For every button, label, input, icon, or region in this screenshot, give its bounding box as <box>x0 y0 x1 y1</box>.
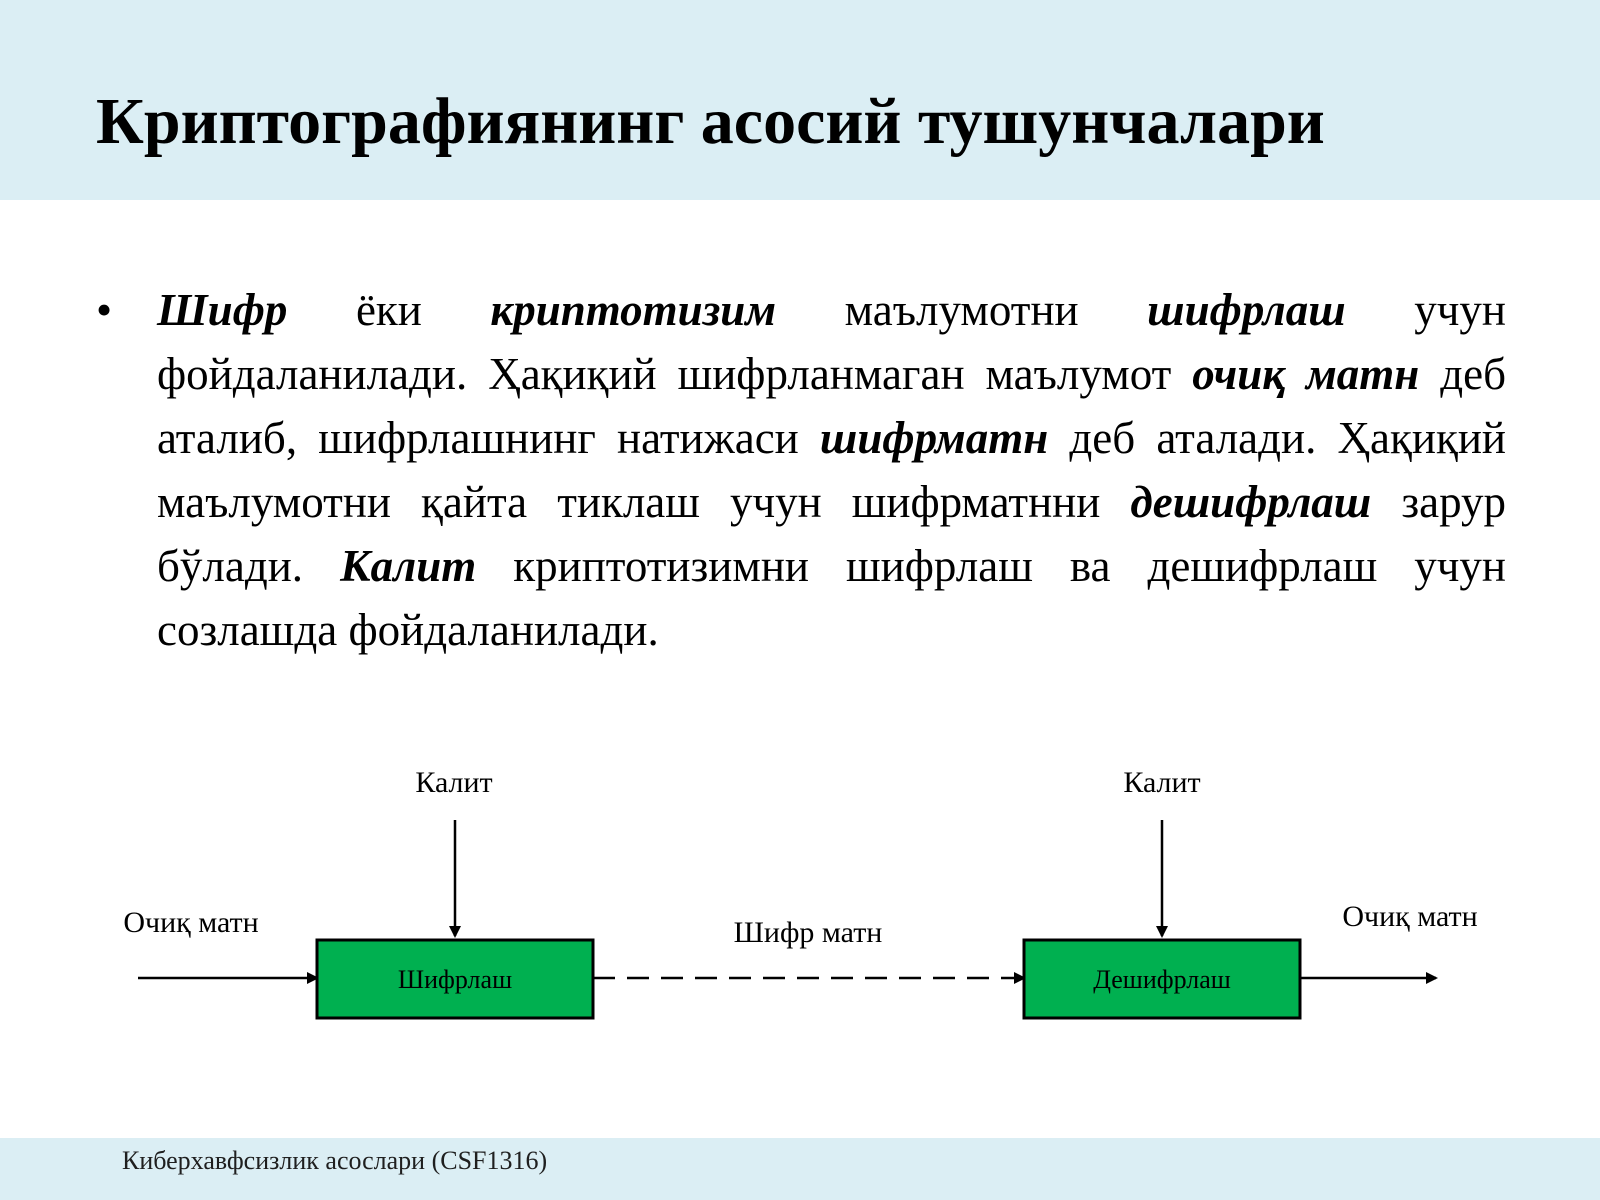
text-run: ёки <box>287 285 491 335</box>
term-cryptosystem: криптотизим <box>490 285 777 335</box>
encryption-diagram <box>0 740 1600 1080</box>
text-run: деб аталади. Ҳақиқий маълумотни қайта тиклаш учун шифрматнни <box>157 413 1506 527</box>
key-label-right: Калит <box>1123 766 1201 799</box>
term-cipher: Шифр <box>157 285 288 335</box>
bullet-paragraph <box>96 278 1506 662</box>
text-run: зарур бўлади. <box>157 477 1506 591</box>
text-run: деб аталиб, шифрлашнинг натижаси <box>157 349 1507 463</box>
bullet-marker: • <box>96 284 113 335</box>
output-label: Очиқ матн <box>1342 900 1478 933</box>
term-encryption: шифрлаш <box>1147 285 1346 335</box>
slide-title: Криптографиянинг асосий тушунчалари <box>96 85 1325 158</box>
key-label-left: Калит <box>415 766 493 799</box>
footer-course-label: Киберхавфсизлик асослари (CSF1316) <box>122 1146 548 1175</box>
decrypt-block <box>1024 940 1300 1018</box>
title-bar <box>0 0 1600 200</box>
text-run: маълумотни <box>776 285 1148 335</box>
bullet-text <box>157 278 1506 662</box>
footer-bar <box>0 1138 1600 1200</box>
text-run: учун фойдаланилади. Ҳақиқий шифрланмаган маълумот <box>157 285 1506 399</box>
decrypt-label: Дешифрлаш <box>1093 965 1231 994</box>
term-key: Калит <box>340 541 477 591</box>
encrypt-block <box>317 940 593 1018</box>
input-label: Очиқ матн <box>123 906 259 939</box>
term-plaintext: очиқ матн <box>1192 349 1420 399</box>
channel-label: Шифр матн <box>733 916 883 949</box>
encrypt-label: Шифрлаш <box>397 965 513 994</box>
text-run: криптотизимни шифрлаш ва дешифрлаш учун созлашда фойдаланилади. <box>157 541 1507 655</box>
term-ciphertext: шифрматн <box>819 413 1049 463</box>
term-decryption: дешифрлаш <box>1130 477 1372 527</box>
